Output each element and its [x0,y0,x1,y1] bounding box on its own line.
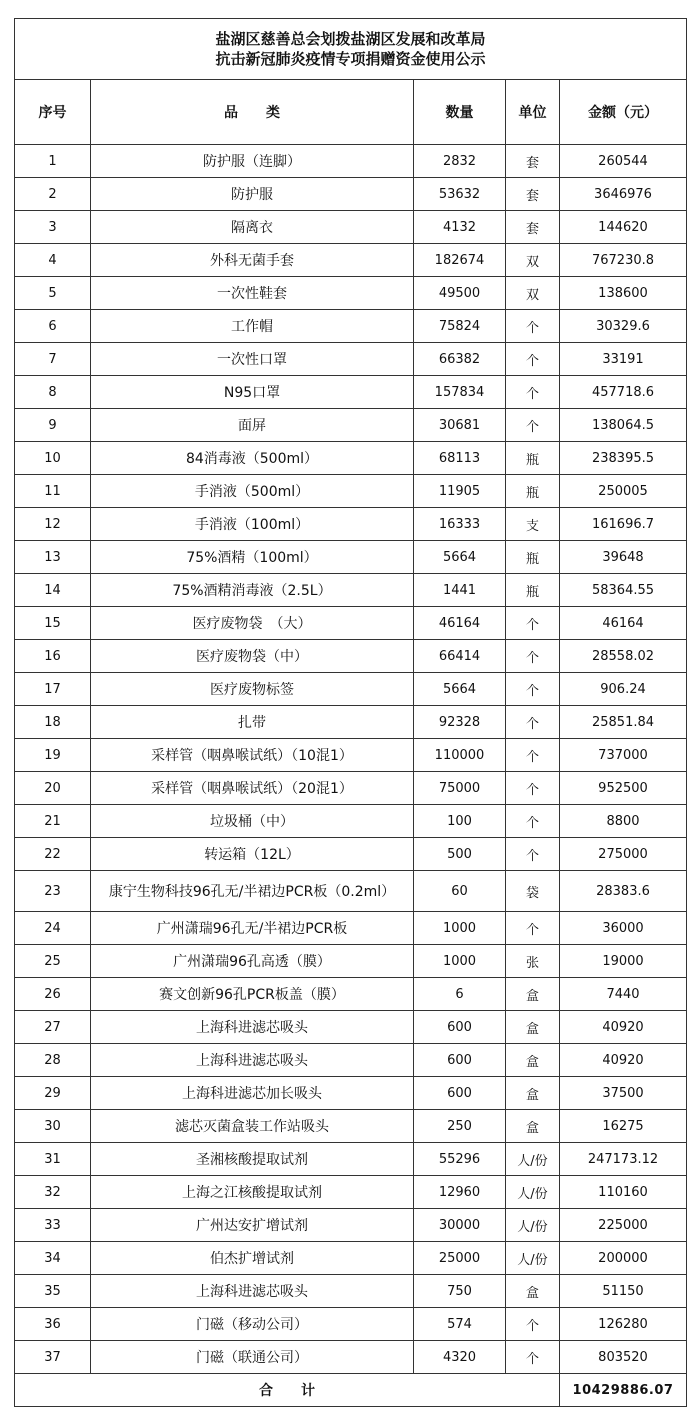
row-amount-cell: 39648 [560,541,687,574]
row-category-cell: 手消液（100ml） [91,508,414,541]
table-row [15,978,687,1011]
row-index-cell: 2 [15,178,91,211]
row-index-cell: 15 [15,607,91,640]
row-index-cell: 7 [15,343,91,376]
row-category-cell: N95口罩 [91,376,414,409]
row-category-cell: 伯杰扩增试剂 [91,1242,414,1275]
row-index-cell: 21 [15,805,91,838]
total-row [15,1374,687,1407]
row-amount-cell: 275000 [560,838,687,871]
row-amount-cell: 737000 [560,739,687,772]
row-amount-cell: 28558.02 [560,640,687,673]
row-unit-cell: 个 [506,772,560,805]
row-amount-cell: 8800 [560,805,687,838]
row-quantity-cell: 12960 [414,1176,506,1209]
row-unit-cell: 套 [506,145,560,178]
row-amount-cell: 7440 [560,978,687,1011]
table-row [15,1209,687,1242]
row-category-cell: 广州达安扩增试剂 [91,1209,414,1242]
row-amount-cell: 16275 [560,1110,687,1143]
table-row [15,244,687,277]
row-amount-cell: 144620 [560,211,687,244]
header-row [15,80,687,145]
row-category-cell: 采样管（咽鼻喉试纸）（10混1） [91,739,414,772]
row-amount-cell: 25851.84 [560,706,687,739]
row-category-cell: 圣湘核酸提取试剂 [91,1143,414,1176]
row-category-cell: 赛文创新96孔PCR板盖（膜） [91,978,414,1011]
row-quantity-cell: 100 [414,805,506,838]
header-index: 序号 [15,80,91,145]
table-row [15,945,687,978]
row-quantity-cell: 250 [414,1110,506,1143]
table-row [15,1341,687,1374]
table-title [15,19,687,80]
table-row [15,1077,687,1110]
row-index-cell: 24 [15,912,91,945]
row-unit-cell: 套 [506,211,560,244]
row-unit-cell: 双 [506,244,560,277]
row-quantity-cell: 92328 [414,706,506,739]
table-row [15,541,687,574]
row-index-cell: 6 [15,310,91,343]
row-index-cell: 13 [15,541,91,574]
row-unit-cell: 个 [506,310,560,343]
row-unit-cell: 套 [506,178,560,211]
table-row [15,343,687,376]
row-amount-cell: 28383.6 [560,871,687,912]
row-index-cell: 34 [15,1242,91,1275]
row-category-cell: 采样管（咽鼻喉试纸）（20混1） [91,772,414,805]
row-quantity-cell: 49500 [414,277,506,310]
table-row [15,1143,687,1176]
row-amount-cell: 138064.5 [560,409,687,442]
row-amount-cell: 126280 [560,1308,687,1341]
row-unit-cell: 盒 [506,1044,560,1077]
row-amount-cell: 238395.5 [560,442,687,475]
row-quantity-cell: 25000 [414,1242,506,1275]
row-unit-cell: 个 [506,912,560,945]
row-category-cell: 垃圾桶（中） [91,805,414,838]
row-index-cell: 8 [15,376,91,409]
row-amount-cell: 46164 [560,607,687,640]
row-category-cell: 上海之江核酸提取试剂 [91,1176,414,1209]
row-index-cell: 20 [15,772,91,805]
row-category-cell: 外科无菌手套 [91,244,414,277]
row-unit-cell: 双 [506,277,560,310]
table-row [15,607,687,640]
row-amount-cell: 3646976 [560,178,687,211]
row-quantity-cell: 4320 [414,1341,506,1374]
row-category-cell: 门磁（联通公司） [91,1341,414,1374]
table-row [15,739,687,772]
row-amount-cell: 200000 [560,1242,687,1275]
header-unit: 单位 [506,80,560,145]
row-amount-cell: 37500 [560,1077,687,1110]
row-index-cell: 14 [15,574,91,607]
row-unit-cell: 瓶 [506,541,560,574]
row-index-cell: 17 [15,673,91,706]
row-index-cell: 16 [15,640,91,673]
row-unit-cell: 个 [506,706,560,739]
row-quantity-cell: 66382 [414,343,506,376]
row-category-cell: 滤芯灭菌盒装工作站吸头 [91,1110,414,1143]
row-quantity-cell: 600 [414,1044,506,1077]
table-row [15,277,687,310]
row-quantity-cell: 66414 [414,640,506,673]
row-category-cell: 手消液（500ml） [91,475,414,508]
row-unit-cell: 个 [506,673,560,706]
row-amount-cell: 260544 [560,145,687,178]
table-row [15,838,687,871]
row-category-cell: 84消毒液（500ml） [91,442,414,475]
row-category-cell: 上海科进滤芯吸头 [91,1011,414,1044]
row-amount-cell: 36000 [560,912,687,945]
row-category-cell: 75%酒精（100ml） [91,541,414,574]
row-index-cell: 33 [15,1209,91,1242]
row-quantity-cell: 1000 [414,912,506,945]
row-unit-cell: 盒 [506,1077,560,1110]
table-row [15,912,687,945]
row-unit-cell: 瓶 [506,475,560,508]
row-quantity-cell: 750 [414,1275,506,1308]
row-category-cell: 康宁生物科技96孔无/半裙边PCR板（0.2ml） [91,871,414,912]
row-category-cell: 隔离衣 [91,211,414,244]
row-quantity-cell: 4132 [414,211,506,244]
row-amount-cell: 906.24 [560,673,687,706]
row-amount-cell: 247173.12 [560,1143,687,1176]
row-quantity-cell: 11905 [414,475,506,508]
row-category-cell: 防护服 [91,178,414,211]
row-amount-cell: 803520 [560,1341,687,1374]
row-unit-cell: 支 [506,508,560,541]
row-quantity-cell: 157834 [414,376,506,409]
row-index-cell: 10 [15,442,91,475]
table-row [15,508,687,541]
table-row [15,574,687,607]
row-index-cell: 27 [15,1011,91,1044]
row-amount-cell: 30329.6 [560,310,687,343]
row-unit-cell: 人/份 [506,1209,560,1242]
row-quantity-cell: 5664 [414,673,506,706]
row-quantity-cell: 30681 [414,409,506,442]
row-amount-cell: 225000 [560,1209,687,1242]
table-row [15,1275,687,1308]
row-index-cell: 23 [15,871,91,912]
row-amount-cell: 19000 [560,945,687,978]
row-category-cell: 广州潇瑞96孔无/半裙边PCR板 [91,912,414,945]
row-index-cell: 30 [15,1110,91,1143]
row-quantity-cell: 46164 [414,607,506,640]
row-amount-cell: 250005 [560,475,687,508]
table-row [15,409,687,442]
table-row [15,1308,687,1341]
row-unit-cell: 个 [506,376,560,409]
row-category-cell: 上海科进滤芯吸头 [91,1275,414,1308]
row-quantity-cell: 110000 [414,739,506,772]
row-amount-cell: 33191 [560,343,687,376]
row-amount-cell: 952500 [560,772,687,805]
row-category-cell: 转运箱（12L） [91,838,414,871]
table-row [15,442,687,475]
row-quantity-cell: 5664 [414,541,506,574]
title-line-1: 盐湖区慈善总会划拨盐湖区发展和改革局 [215,30,486,48]
row-amount-cell: 161696.7 [560,508,687,541]
header-category: 品 类 [91,80,414,145]
row-quantity-cell: 55296 [414,1143,506,1176]
row-index-cell: 3 [15,211,91,244]
row-index-cell: 18 [15,706,91,739]
row-quantity-cell: 30000 [414,1209,506,1242]
row-quantity-cell: 1000 [414,945,506,978]
row-category-cell: 医疗废物袋（中） [91,640,414,673]
row-amount-cell: 767230.8 [560,244,687,277]
row-amount-cell: 138600 [560,277,687,310]
row-unit-cell: 盒 [506,1011,560,1044]
row-index-cell: 1 [15,145,91,178]
row-unit-cell: 个 [506,607,560,640]
row-quantity-cell: 600 [414,1077,506,1110]
table-row [15,145,687,178]
row-index-cell: 31 [15,1143,91,1176]
row-quantity-cell: 68113 [414,442,506,475]
row-amount-cell: 40920 [560,1011,687,1044]
row-amount-cell: 457718.6 [560,376,687,409]
row-index-cell: 11 [15,475,91,508]
row-category-cell: 面屏 [91,409,414,442]
row-unit-cell: 盒 [506,1275,560,1308]
header-quantity: 数量 [414,80,506,145]
row-unit-cell: 个 [506,343,560,376]
table-row [15,1242,687,1275]
row-category-cell: 上海科进滤芯加长吸头 [91,1077,414,1110]
table-row [15,1110,687,1143]
row-unit-cell: 盒 [506,1110,560,1143]
row-category-cell: 一次性口罩 [91,343,414,376]
row-unit-cell: 袋 [506,871,560,912]
row-index-cell: 36 [15,1308,91,1341]
table-row [15,376,687,409]
row-quantity-cell: 75000 [414,772,506,805]
table-row [15,805,687,838]
row-quantity-cell: 500 [414,838,506,871]
row-quantity-cell: 60 [414,871,506,912]
row-unit-cell: 瓶 [506,574,560,607]
row-category-cell: 工作帽 [91,310,414,343]
table-row [15,673,687,706]
header-amount: 金额（元） [560,80,687,145]
row-category-cell: 扎带 [91,706,414,739]
table-row [15,211,687,244]
row-unit-cell: 人/份 [506,1176,560,1209]
row-amount-cell: 40920 [560,1044,687,1077]
row-index-cell: 25 [15,945,91,978]
row-category-cell: 医疗废物标签 [91,673,414,706]
row-category-cell: 广州潇瑞96孔高透（膜） [91,945,414,978]
row-amount-cell: 58364.55 [560,574,687,607]
row-unit-cell: 个 [506,1308,560,1341]
row-index-cell: 4 [15,244,91,277]
row-index-cell: 26 [15,978,91,1011]
total-label: 合 计 [15,1374,560,1407]
row-category-cell: 上海科进滤芯吸头 [91,1044,414,1077]
row-amount-cell: 110160 [560,1176,687,1209]
row-unit-cell: 人/份 [506,1143,560,1176]
row-unit-cell: 瓶 [506,442,560,475]
row-quantity-cell: 574 [414,1308,506,1341]
row-index-cell: 12 [15,508,91,541]
row-quantity-cell: 6 [414,978,506,1011]
row-index-cell: 37 [15,1341,91,1374]
row-unit-cell: 人/份 [506,1242,560,1275]
row-index-cell: 35 [15,1275,91,1308]
row-unit-cell: 个 [506,409,560,442]
row-index-cell: 32 [15,1176,91,1209]
table-row [15,640,687,673]
row-unit-cell: 个 [506,838,560,871]
table-row [15,178,687,211]
table-row [15,871,687,912]
table-row [15,772,687,805]
table-row [15,1044,687,1077]
row-quantity-cell: 600 [414,1011,506,1044]
row-quantity-cell: 75824 [414,310,506,343]
table-row [15,706,687,739]
row-index-cell: 5 [15,277,91,310]
row-unit-cell: 个 [506,1341,560,1374]
row-index-cell: 19 [15,739,91,772]
row-unit-cell: 盒 [506,978,560,1011]
row-unit-cell: 个 [506,640,560,673]
row-index-cell: 9 [15,409,91,442]
row-quantity-cell: 53632 [414,178,506,211]
row-category-cell: 防护服（连脚） [91,145,414,178]
row-quantity-cell: 2832 [414,145,506,178]
row-unit-cell: 个 [506,805,560,838]
row-category-cell: 75%酒精消毒液（2.5L） [91,574,414,607]
table-row [15,475,687,508]
row-category-cell: 一次性鞋套 [91,277,414,310]
row-amount-cell: 51150 [560,1275,687,1308]
table-row [15,1011,687,1044]
row-quantity-cell: 16333 [414,508,506,541]
row-category-cell: 医疗废物袋 （大） [91,607,414,640]
table-row [15,1176,687,1209]
row-unit-cell: 张 [506,945,560,978]
row-category-cell: 门磁（移动公司） [91,1308,414,1341]
row-index-cell: 28 [15,1044,91,1077]
row-index-cell: 29 [15,1077,91,1110]
row-index-cell: 22 [15,838,91,871]
title-line-2: 抗击新冠肺炎疫情专项捐赠资金使用公示 [215,50,486,68]
table-row [15,310,687,343]
row-unit-cell: 个 [506,739,560,772]
donation-usage-table [14,18,687,1407]
row-quantity-cell: 1441 [414,574,506,607]
row-quantity-cell: 182674 [414,244,506,277]
total-amount: 10429886.07 [560,1374,687,1407]
